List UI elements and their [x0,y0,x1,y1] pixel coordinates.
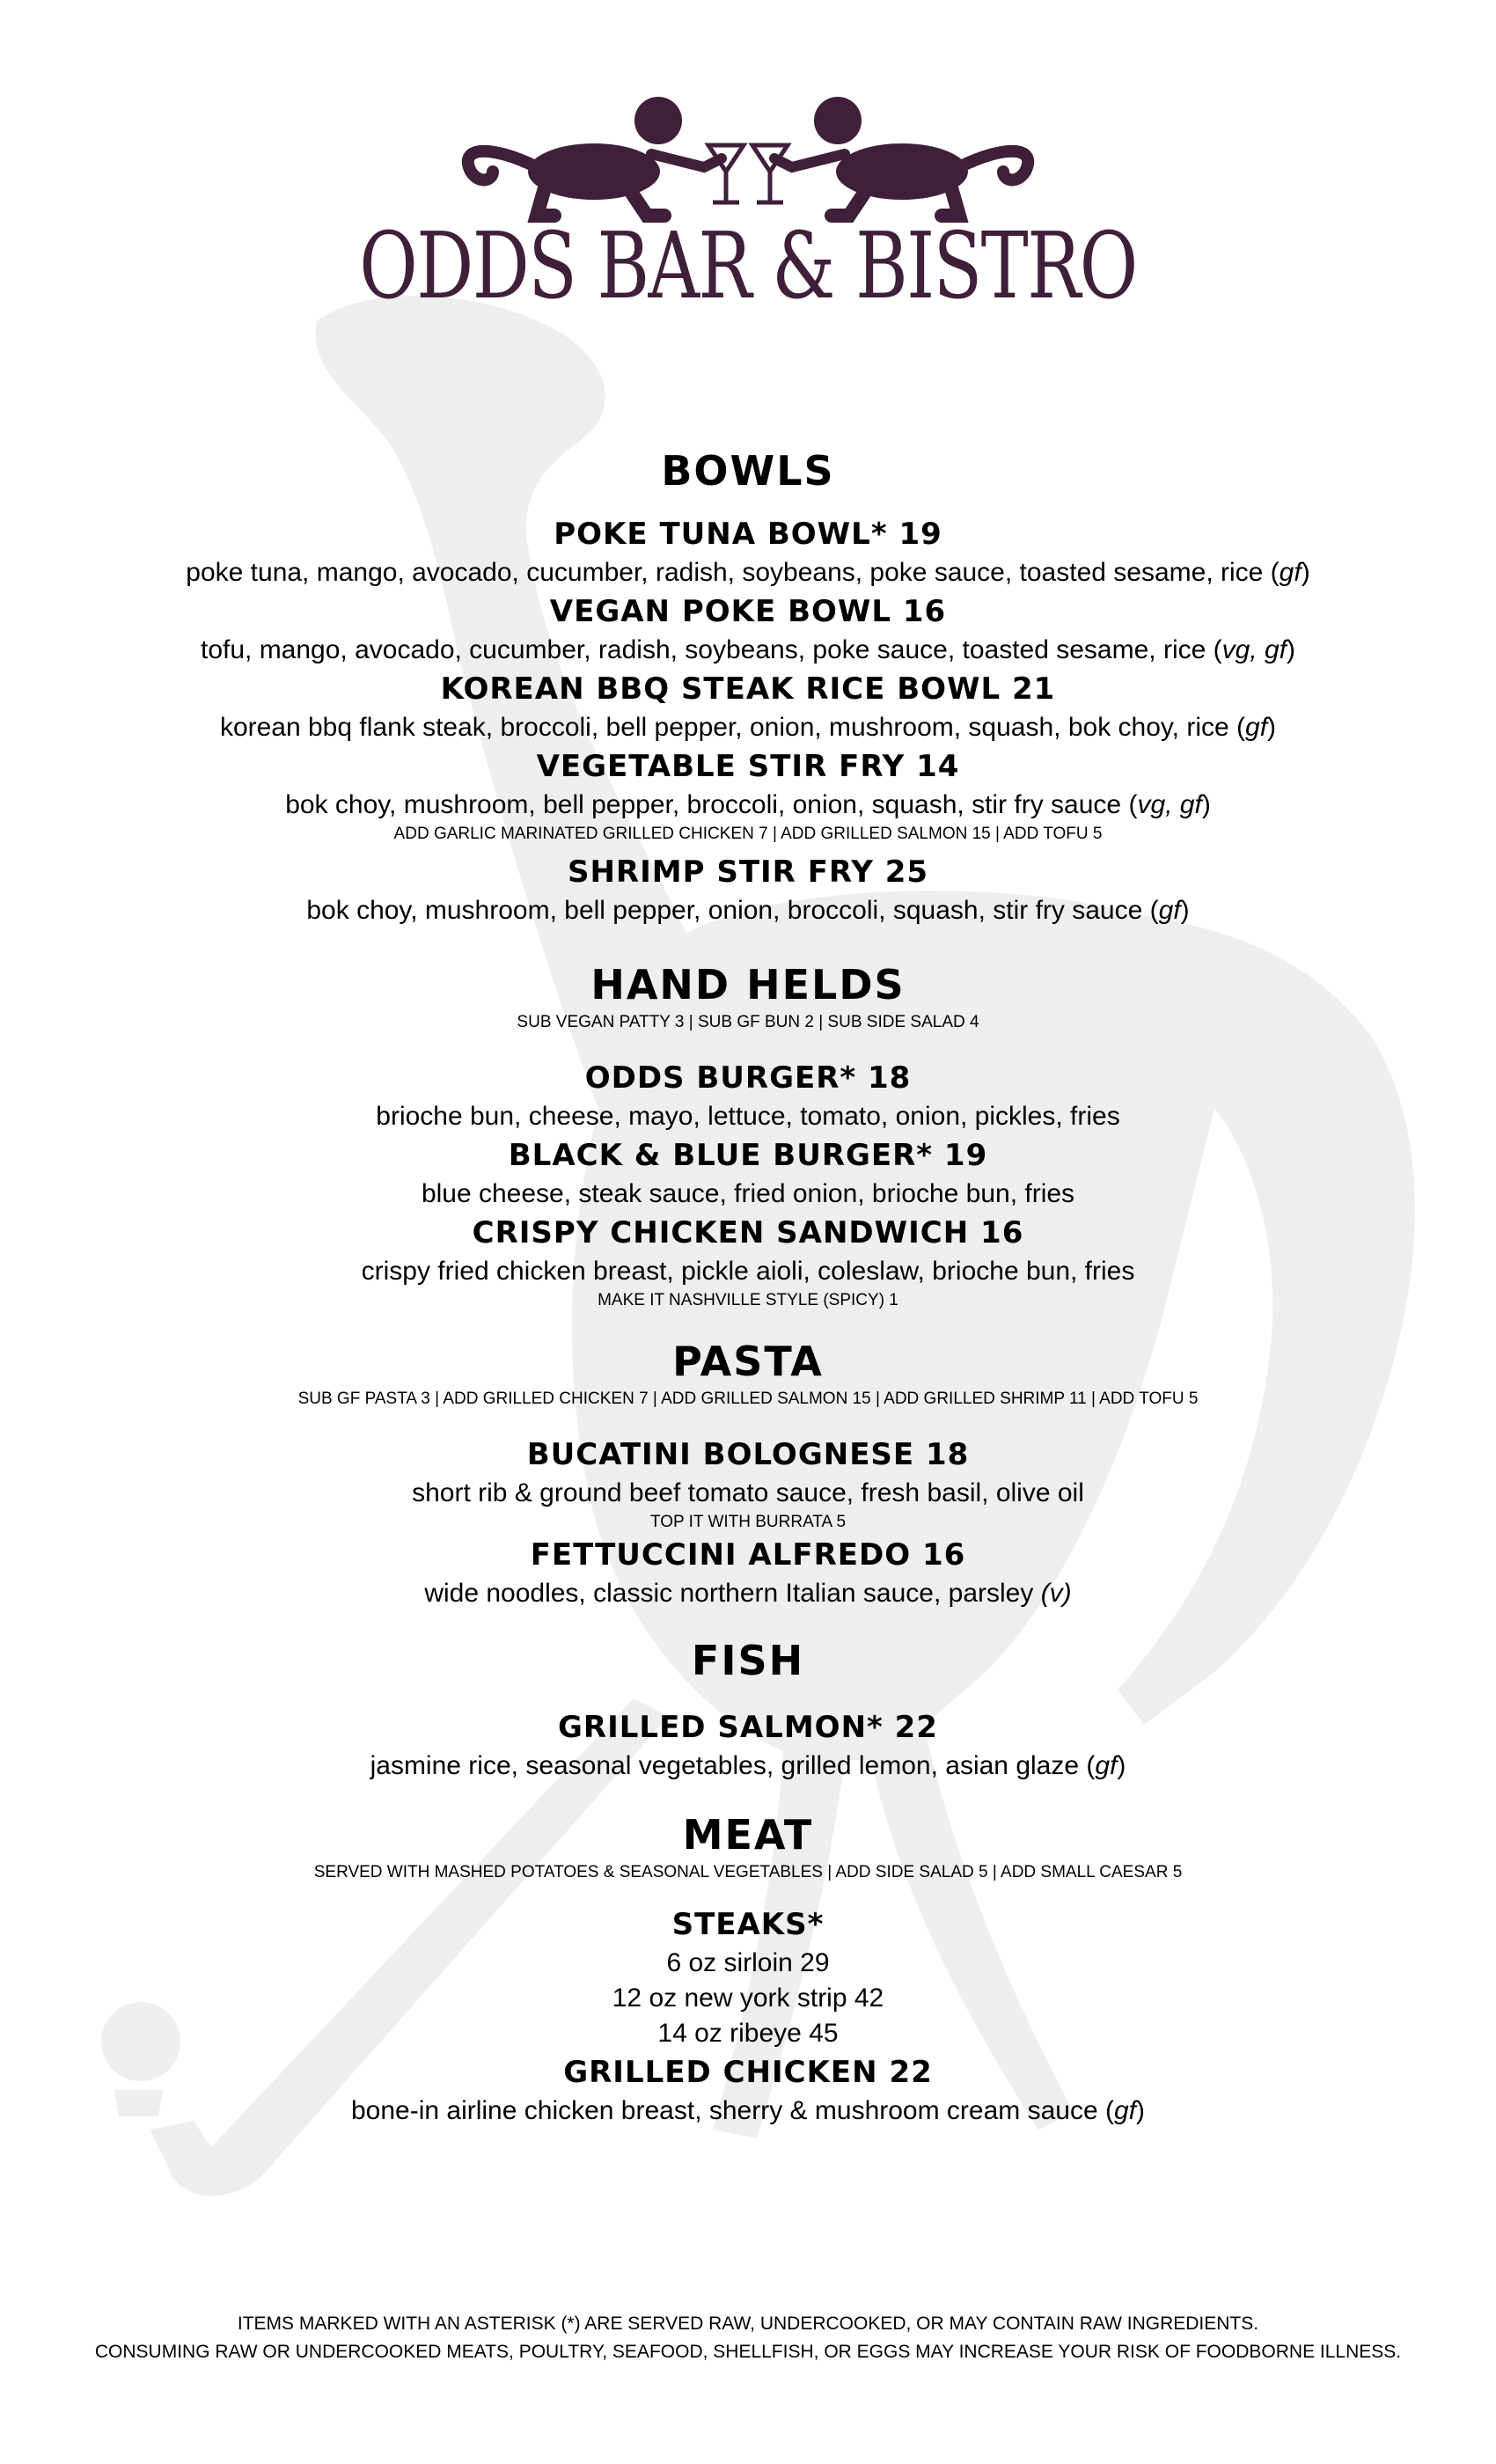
item-title: FETTUCCINI ALFREDO 16 [530,1537,966,1573]
menu-item [0,668,1496,745]
menu-item [0,851,1496,928]
item-title: STEAKS* [671,1907,825,1942]
item-description: bone-in airline chicken breast, sherry & mushroom cream sauce (gf) [350,2096,1146,2125]
section-pasta [0,1335,1496,1611]
item-title: CRISPY CHICKEN SANDWICH 16 [472,1215,1024,1250]
item-description: tofu, mango, avocado, cucumber, radish, soybeans, poke sauce, toasted sesame, rice (vg, gf) [200,635,1295,664]
item-description: wide noodles, classic northern Italian sauce, parsley (v) [424,1579,1072,1608]
item-description: bok choy, mushroom, bell pepper, broccoli, onion, squash, stir fry sauce (vg, gf) [285,790,1211,819]
item-description: poke tuna, mango, avocado, cucumber, radish, soybeans, poke sauce, toasted sesame, rice (gf) [186,558,1310,587]
item-addons: TOP IT WITH BURRATA 5 [649,1513,847,1531]
section-bowls [0,444,1496,928]
brand-name: ODDS BAR & BISTRO [359,212,1137,319]
item-description: short rib & ground beef tomato sauce, fresh basil, olive oil [412,1478,1084,1507]
item-title: BLACK & BLUE BURGER* 19 [508,1138,988,1173]
item-addons: MAKE IT NASHVILLE STYLE (SPICY) 1 [598,1291,898,1309]
section-meat [0,1808,1496,2129]
item-description: blue cheese, steak sauce, fried onion, brioche bun, fries [421,1179,1075,1208]
item-title: SHRIMP STIR FRY 25 [567,854,929,890]
disclaimer-line: ITEMS MARKED WITH AN ASTERISK (*) ARE SERVED RAW, UNDERCOOKED, OR MAY CONTAIN RAW INGREDIENTS. [237,2314,1259,2334]
menu-item [0,1903,1496,2051]
section-fish [0,1634,1496,1784]
item-description: crispy fried chicken breast, pickle aioli, coleslaw, brioche bun, fries [361,1257,1135,1286]
item-title: GRILLED SALMON* 22 [558,1710,938,1745]
menu-content [0,444,1496,2129]
item-title: BUCATINI BOLOGNESE 18 [526,1437,970,1472]
item-title: VEGAN POKE BOWL 16 [549,594,947,629]
item-title: KOREAN BBQ STEAK RICE BOWL 21 [440,671,1056,707]
section-note: SERVED WITH MASHED POTATOES & SEASONAL VEGETABLES | ADD SIDE SALAD 5 | ADD SMALL CAESAR 5 [313,1863,1183,1881]
section-title: HAND HELDS [590,961,906,1008]
steak-option: 14 oz ribeye 45 [657,2019,839,2048]
item-title: VEGETABLE STIR FRY 14 [536,749,960,784]
section-title: MEAT [682,1811,814,1859]
steak-option: 12 oz new york strip 42 [612,1984,884,2013]
item-addons: ADD GARLIC MARINATED GRILLED CHICKEN 7 | ADD GRILLED SALMON 15 | ADD TOFU 5 [393,825,1103,843]
item-description: korean bbq flank steak, broccoli, bell pepper, onion, mushroom, squash, bok choy, rice (gf) [219,713,1277,742]
item-description: brioche bun, cheese, mayo, lettuce, tomato, onion, pickles, fries [376,1102,1120,1131]
menu-item [0,1434,1496,1534]
menu-item [0,1057,1496,1134]
steak-option: 6 oz sirloin 29 [666,1948,830,1977]
section-title: PASTA [672,1338,824,1385]
item-title: ODDS BURGER* 18 [584,1060,912,1096]
menu-item [0,2051,1496,2129]
menu-item [0,513,1496,590]
section-hand-helds [0,958,1496,1312]
item-title: GRILLED CHICKEN 22 [563,2055,933,2090]
menu-item [0,745,1496,846]
section-title: BOWLS [661,447,835,495]
menu-item [0,1534,1496,1611]
item-title: POKE TUNA BOWL* 19 [554,517,942,552]
section-title: FISH [691,1637,805,1684]
menu-item [0,1134,1496,1212]
footer-disclaimer [0,2310,1496,2366]
menu-item [0,1706,1496,1784]
menu-item [0,1212,1496,1312]
disclaimer-line: CONSUMING RAW OR UNDERCOOKED MEATS, POULTRY, SEAFOOD, SHELLFISH, OR EGGS MAY INCREASE YOUR RISK OF FOODBORNE ILLNESS. [94,2342,1402,2362]
section-note: SUB VEGAN PATTY 3 | SUB GF BUN 2 | SUB SIDE SALAD 4 [517,1013,979,1031]
menu-item [0,590,1496,668]
section-note: SUB GF PASTA 3 | ADD GRILLED CHICKEN 7 | ADD GRILLED SALMON 15 | ADD GRILLED SHRIMP 11 | ADD TOFU 5 [297,1390,1199,1408]
item-description: bok choy, mushroom, bell pepper, onion, broccoli, squash, stir fry sauce (gf) [306,896,1190,925]
item-description: jasmine rice, seasonal vegetables, grilled lemon, asian glaze (gf) [370,1751,1126,1780]
